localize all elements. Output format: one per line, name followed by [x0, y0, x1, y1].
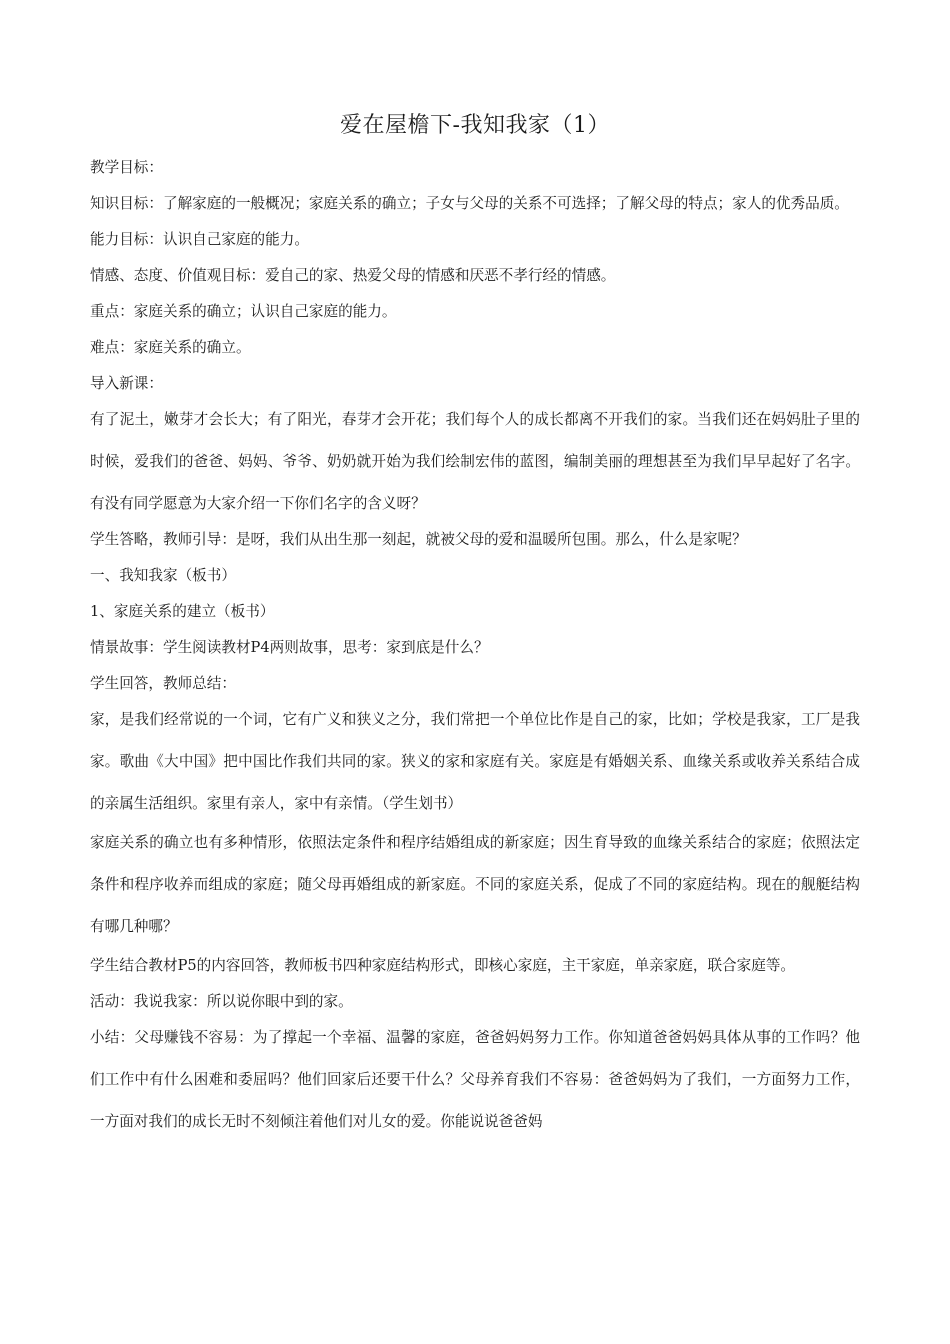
paragraph-intro-heading: 导入新课： [90, 375, 163, 392]
paragraph-section-heading: 一、我知我家（板书） [90, 567, 236, 584]
paragraph-family-relations: 家庭关系的确立也有多种情形，依照法定条件和程序结婚组成的新家庭；因生育导致的血缘关系结合的家庭；依照法定条件和程序收养而组成的家庭；随父母再婚组成的新家庭。不同的家庭关系，促成了不同的家庭结构。现在的舰艇结构有哪几种哪？ [90, 834, 860, 935]
document-body [90, 150, 860, 1140]
paragraph-difficulty: 难点：家庭关系的确立。 [90, 339, 251, 356]
paragraph-activity: 活动：我说我家：所以说你眼中到的家。 [90, 993, 353, 1010]
paragraph-teaching-goals-heading: 教学目标： [90, 159, 163, 176]
paragraph-intro-text: 有了泥土，嫩芽才会长大；有了阳光，春芽才会开花；我们每个人的成长都离不开我们的家。当我们还在妈妈肚子里的时候，爱我们的爸爸、妈妈、爷爷、奶奶就开始为我们绘制宏伟的蓝图，编制美丽的理想甚至为我们早早起好了名字。有没有同学愿意为大家介绍一下你们名字的含义呀？ [90, 411, 860, 512]
document-title: 爱在屋檐下-我知我家（1） [340, 113, 610, 138]
paragraph-subsection-heading: 1、家庭关系的建立（板书） [90, 603, 275, 620]
paragraph-teacher-summary-heading: 学生回答，教师总结： [90, 675, 236, 692]
paragraph-ability-goal: 能力目标：认识自己家庭的能力。 [90, 231, 309, 248]
paragraph-family-structures: 学生结合教材P5的内容回答，教师板书四种家庭结构形式，即核心家庭，主干家庭，单亲家庭，联合家庭等。 [90, 957, 796, 974]
paragraph-scenario-story: 情景故事：学生阅读教材P4两则故事，思考：家到底是什么？ [90, 639, 489, 656]
paragraph-knowledge-goal: 知识目标：了解家庭的一般概况；家庭关系的确立；子女与父母的关系不可选择；了解父母的特点；家人的优秀品质。 [90, 195, 849, 212]
paragraph-summary: 小结：父母赚钱不容易：为了撑起一个幸福、温馨的家庭，爸爸妈妈努力工作。你知道爸爸妈妈具体从事的工作吗？他们工作中有什么困难和委屈吗？他们回家后还要干什么？父母养育我们不容易：爸爸妈妈为了我们，一方面努力工作，一方面对我们的成长无时不刻倾注着他们对儿女的爱。你能说说爸爸妈 [90, 1029, 860, 1130]
paragraph-emotion-goal: 情感、态度、价值观目标：爱自己的家、热爱父母的情感和厌恶不孝行经的情感。 [90, 267, 616, 284]
paragraph-student-answer: 学生答略，教师引导：是呀，我们从出生那一刻起，就被父母的爱和温暖所包围。那么，什么是家呢？ [90, 531, 747, 548]
paragraph-key-point: 重点：家庭关系的确立；认识自己家庭的能力。 [90, 303, 397, 320]
paragraph-home-definition: 家，是我们经常说的一个词，它有广义和狭义之分，我们常把一个单位比作是自己的家，比如；学校是我家，工厂是我家。歌曲《大中国》把中国比作我们共同的家。狭义的家和家庭有关。家庭是有婚姻关系、血缘关系或收养关系结合成的亲属生活组织。家里有亲人，家中有亲情。（学生划书） [90, 711, 860, 812]
